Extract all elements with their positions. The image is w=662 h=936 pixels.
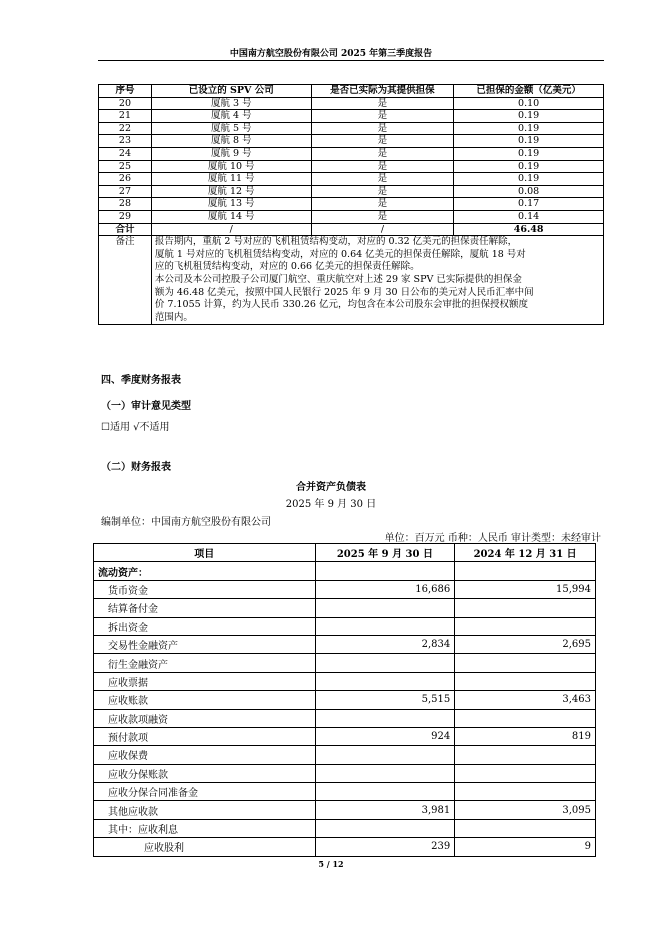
cell-item: 其中：应收利息	[94, 819, 316, 837]
spv-guarantee-table	[98, 84, 604, 325]
cell-2025-09-30	[315, 562, 455, 580]
cell-amount: 0.19	[454, 173, 604, 186]
table-row	[94, 562, 596, 580]
cell-guarantee-flag: 是	[311, 198, 454, 211]
table-row	[99, 210, 604, 223]
total-amount: 46.48	[454, 223, 604, 236]
cell-amount: 0.19	[454, 147, 604, 160]
table-row	[99, 122, 604, 135]
col-header-2024-12-31: 2024 年 12 月 31 日	[455, 544, 596, 562]
balance-sheet-date: 2025 年 9 月 30 日	[285, 499, 377, 510]
table-row	[94, 764, 596, 782]
total-col2: /	[151, 223, 311, 236]
table-row	[99, 97, 604, 110]
cell-amount: 0.19	[454, 160, 604, 173]
cell-2025-09-30: 5,515	[315, 691, 455, 709]
section-heading-quarterly-financials: 四、季度财务报表	[101, 375, 181, 386]
cell-amount: 0.19	[454, 135, 604, 148]
table-row	[99, 110, 604, 123]
cell-2025-09-30: 3,981	[315, 801, 455, 819]
cell-amount: 0.17	[454, 198, 604, 211]
cell-item: 应收账款	[94, 691, 316, 709]
cell-amount: 0.08	[454, 185, 604, 198]
cell-2025-09-30	[315, 672, 455, 690]
total-label: 合计	[99, 223, 152, 236]
total-col3: /	[311, 223, 454, 236]
cell-2025-09-30: 16,686	[315, 580, 455, 598]
cell-item: 拆出资金	[94, 617, 316, 635]
page-number: 5 / 12	[318, 859, 344, 869]
cell-item: 货币资金	[94, 580, 316, 598]
cell-guarantee-flag: 是	[311, 97, 454, 110]
cell-2024-12-31	[455, 654, 596, 672]
cell-item: 应收股利	[94, 838, 316, 856]
cell-2025-09-30	[315, 819, 455, 837]
cell-amount: 0.14	[454, 210, 604, 223]
cell-spv-name: 厦航 10 号	[151, 160, 311, 173]
cell-seq: 21	[99, 110, 152, 123]
table-row	[94, 672, 596, 690]
cell-spv-name: 厦航 13 号	[151, 198, 311, 211]
cell-2024-12-31	[455, 599, 596, 617]
cell-guarantee-flag: 是	[311, 135, 454, 148]
financial-statements-heading: （二）财务报表	[101, 462, 171, 473]
table-row	[94, 801, 596, 819]
cell-2024-12-31	[455, 783, 596, 801]
table-row	[94, 654, 596, 672]
cell-item: 应收分保合同准备金	[94, 783, 316, 801]
cell-2024-12-31: 3,463	[455, 691, 596, 709]
cell-spv-name: 厦航 9 号	[151, 147, 311, 160]
cell-2025-09-30: 239	[315, 838, 455, 856]
cell-amount: 0.19	[454, 110, 604, 123]
cell-spv-name: 厦航 11 号	[151, 173, 311, 186]
cell-item: 其他应收款	[94, 801, 316, 819]
cell-2025-09-30	[315, 783, 455, 801]
audit-applicability-options: ☐适用 √不适用	[101, 422, 170, 433]
table-row	[94, 599, 596, 617]
header-divider	[98, 60, 604, 61]
cell-item: 流动资产：	[94, 562, 316, 580]
note-line: 应的飞机租赁结构变动，对应的 0.66 亿美元的担保责任解除。	[154, 261, 420, 273]
note-line: 本公司及本公司控股子公司厦门航空、重庆航空对上述 29 家 SPV 已实际提供的担保金	[154, 273, 522, 285]
table-row	[94, 838, 596, 856]
col-header-item: 项目	[94, 544, 316, 562]
note-line: 范围内。	[154, 311, 193, 323]
spv-total-row	[99, 223, 604, 236]
table-row	[94, 709, 596, 727]
balance-sheet-title: 合并资产负债表	[296, 482, 366, 493]
cell-seq: 28	[99, 198, 152, 211]
note-line: 报告期内，重航 2 号对应的飞机租赁结构变动，对应的 0.32 亿美元的担保责任解除，	[154, 236, 518, 248]
cell-spv-name: 厦航 3 号	[151, 97, 311, 110]
unit-currency-line: 单位：百万元 币种：人民币 审计类型：未经审计	[384, 533, 601, 544]
cell-seq: 22	[99, 122, 152, 135]
cell-2024-12-31: 3,095	[455, 801, 596, 819]
col-header-spv: 已设立的 SPV 公司	[151, 85, 311, 98]
col-header-amount: 已担保的金额（亿美元）	[454, 85, 604, 98]
cell-item: 应收款项融资	[94, 709, 316, 727]
cell-item: 结算备付金	[94, 599, 316, 617]
balance-sheet-header	[94, 544, 596, 562]
cell-2024-12-31	[455, 562, 596, 580]
table-row	[99, 185, 604, 198]
note-line: 厦航 1 号对应的飞机租赁结构变动，对应的 0.64 亿美元的担保责任解除，厦航 18 号对	[154, 248, 526, 260]
cell-2025-09-30	[315, 654, 455, 672]
cell-guarantee-flag: 是	[311, 147, 454, 160]
cell-2024-12-31: 819	[455, 727, 596, 745]
table-row	[94, 727, 596, 745]
cell-spv-name: 厦航 8 号	[151, 135, 311, 148]
cell-2024-12-31	[455, 617, 596, 635]
table-row	[99, 147, 604, 160]
cell-seq: 24	[99, 147, 152, 160]
cell-2024-12-31	[455, 672, 596, 690]
cell-2024-12-31: 2,695	[455, 635, 596, 653]
table-row	[99, 173, 604, 186]
cell-item: 应收分保账款	[94, 764, 316, 782]
table-row	[99, 198, 604, 211]
cell-2024-12-31	[455, 709, 596, 727]
cell-2024-12-31	[455, 764, 596, 782]
cell-spv-name: 厦航 4 号	[151, 110, 311, 123]
cell-spv-name: 厦航 14 号	[151, 210, 311, 223]
cell-item: 衍生金融资产	[94, 654, 316, 672]
report-header-title: 中国南方航空股份有限公司 2025 年第三季度报告	[229, 49, 433, 59]
cell-amount: 0.19	[454, 122, 604, 135]
table-row	[94, 580, 596, 598]
cell-2025-09-30	[315, 599, 455, 617]
col-header-2025-09-30: 2025 年 9 月 30 日	[315, 544, 455, 562]
note-line: 价 7.1055 计算，约为人民币 330.26 亿元，均包含在本公司股东会审批的担保授权额度	[154, 299, 528, 311]
cell-seq: 29	[99, 210, 152, 223]
spv-table-header	[99, 85, 604, 98]
cell-item: 应收票据	[94, 672, 316, 690]
cell-seq: 26	[99, 173, 152, 186]
cell-amount: 0.10	[454, 97, 604, 110]
table-row	[94, 691, 596, 709]
cell-guarantee-flag: 是	[311, 185, 454, 198]
cell-guarantee-flag: 是	[311, 122, 454, 135]
audit-opinion-heading: （一）审计意见类型	[101, 401, 191, 412]
col-header-seq: 序号	[99, 85, 152, 98]
cell-2024-12-31: 9	[455, 838, 596, 856]
cell-seq: 25	[99, 160, 152, 173]
balance-sheet-table	[93, 543, 596, 857]
cell-2025-09-30	[315, 746, 455, 764]
cell-item: 交易性金融资产	[94, 635, 316, 653]
cell-spv-name: 厦航 5 号	[151, 122, 311, 135]
table-row	[94, 617, 596, 635]
cell-guarantee-flag: 是	[311, 210, 454, 223]
cell-2025-09-30: 2,834	[315, 635, 455, 653]
cell-seq: 27	[99, 185, 152, 198]
cell-seq: 23	[99, 135, 152, 148]
note-line: 额为 46.48 亿美元，按照中国人民银行 2025 年 9 月 30 日公布的美元对人民币汇率中间	[154, 286, 534, 298]
cell-2024-12-31	[455, 746, 596, 764]
cell-seq: 20	[99, 97, 152, 110]
cell-2025-09-30	[315, 764, 455, 782]
cell-guarantee-flag: 是	[311, 160, 454, 173]
table-row	[94, 746, 596, 764]
cell-2024-12-31	[455, 819, 596, 837]
table-row	[99, 160, 604, 173]
table-row	[94, 783, 596, 801]
table-row	[94, 819, 596, 837]
cell-2025-09-30	[315, 617, 455, 635]
cell-2025-09-30	[315, 709, 455, 727]
cell-item: 预付款项	[94, 727, 316, 745]
table-row	[99, 135, 604, 148]
cell-guarantee-flag: 是	[311, 110, 454, 123]
cell-2025-09-30: 924	[315, 727, 455, 745]
cell-guarantee-flag: 是	[311, 173, 454, 186]
compiler-line: 编制单位：中国南方航空股份有限公司	[101, 517, 271, 528]
col-header-guarantee-flag: 是否已实际为其提供担保	[311, 85, 454, 98]
cell-2024-12-31: 15,994	[455, 580, 596, 598]
spv-note-row	[99, 236, 604, 325]
note-text	[151, 236, 603, 325]
table-row	[94, 635, 596, 653]
cell-spv-name: 厦航 12 号	[151, 185, 311, 198]
cell-item: 应收保费	[94, 746, 316, 764]
note-label: 备注	[99, 236, 152, 325]
